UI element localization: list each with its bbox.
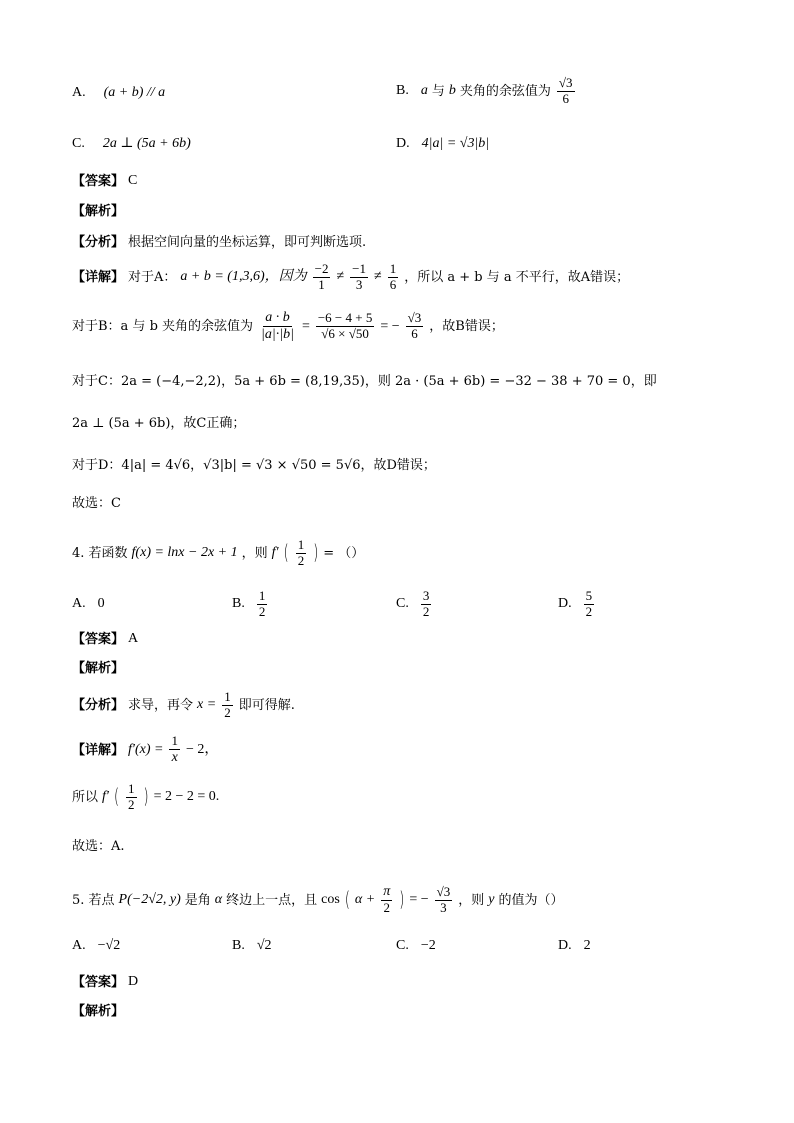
q3-option-d xyxy=(396,137,489,151)
q4-option-b: B. $\frac{1}{2}$ xyxy=(232,588,266,619)
q5-analysis-tag: 【解析】 xyxy=(72,1004,125,1019)
q3-detail-c1: 对于C：2a = (−4,−2,2)，5a + 6b = (8,19,35)，则 2a · (5a + 6b) = −32 − 38 + 70 = 0，即 xyxy=(72,374,657,389)
q3-answer xyxy=(72,174,137,188)
option-label: D. xyxy=(396,136,410,151)
xiangjie-tag: 【详解】 xyxy=(72,269,125,285)
q4-option-a: A. 0 xyxy=(72,596,105,611)
q3-detail-b: 对于B：a 与 b 夹角的余弦值为 $\frac{a \cdot b}{|a|\cdot|b|}$ = $\frac{-6 - 4 + 5}{√6 \times √50}$ = − $\frac{√3}{6}$ ，故B错误； xyxy=(72,310,504,343)
option-expression: 2a ⊥ (5a + 6b) xyxy=(102,136,191,151)
q3-option-c xyxy=(72,137,191,151)
q4-choose: 故选：A. xyxy=(72,839,125,854)
q3-detail-c2: 2a ⊥ (5a + 6b)，故C正确； xyxy=(72,416,246,431)
q3-detail-d: 对于D：4|a| = 4√6，√3|b| = √3 × √50 = 5√6，故D错误； xyxy=(72,458,436,473)
option-text: 夹角的余弦值为 xyxy=(459,83,551,99)
q3-detail-a: 【详解】 对于A： a + b = (1,3,6)，因为 $\frac{-2}{1}$ ≠ $\frac{-1}{3}$ ≠ $\frac{1}{6}$ ，所以 a + b 与 a 不平行，故A错误； xyxy=(72,261,630,292)
q5-option-a: A. −√2 xyxy=(72,938,121,953)
q4-option-c: C. $\frac{3}{2}$ xyxy=(396,588,430,619)
answer-tag: 【答案】 xyxy=(72,173,125,189)
q4-detail: 【详解】 f′(x) = $\frac{1}{x}$ − 2， xyxy=(72,733,219,765)
fraction: $\frac{√3}{6}$ xyxy=(558,75,573,106)
q4-so: 所以 f′ ( $\frac{1}{2}$ ) = 2 − 2 = 0. xyxy=(72,781,220,812)
option-expression: (a + b) // a xyxy=(103,85,166,100)
q5-option-c: C. −2 xyxy=(396,938,436,953)
option-text: 与 xyxy=(431,83,445,99)
q5-stem: 5. 若点 P(−2√2, y) 是角 α 终边上一点，且 cos ( α + $\frac{\pi}{2}$ ) = − $\frac{√3}{3}$ ，则 y 的值为（） xyxy=(72,883,564,916)
option-label: B. xyxy=(396,83,409,99)
q3-fenxi xyxy=(72,236,366,249)
q3-analysis-tag: 【解析】 xyxy=(72,204,125,219)
q4-fenxi: 【分析】 求导，再令 x = $\frac{1}{2}$ 即可得解. xyxy=(72,689,295,720)
option-label: C. xyxy=(72,136,85,151)
option-expression: 4|a| = √3|b| xyxy=(421,136,490,151)
q3-choose: 故选：C xyxy=(72,496,121,511)
q4-answer: 【答案】 A xyxy=(72,631,139,647)
q5-answer: 【答案】 D xyxy=(72,974,139,990)
option-label: A. xyxy=(72,85,86,100)
q5-option-b: B. √2 xyxy=(232,938,272,953)
q3-option-b: B. a 与 b 夹角的余弦值为 $\frac{√3}{6}$ xyxy=(396,75,573,106)
q4-option-d: D. $\frac{5}{2}$ xyxy=(558,588,593,619)
q4-analysis-tag: 【解析】 xyxy=(72,661,125,676)
fenxi-tag: 【分析】 xyxy=(72,235,125,250)
q3-option-a xyxy=(72,86,165,100)
fenxi-text: 根据空间向量的坐标运算，即可判断选项. xyxy=(128,235,367,250)
q4-stem: 4. 若函数 f(x) = lnx − 2x + 1 ，则 f′ ( $\frac{1}{2}$ ) = （） xyxy=(72,537,365,568)
q5-option-d: D. 2 xyxy=(558,938,591,953)
answer-value: C xyxy=(128,173,138,188)
